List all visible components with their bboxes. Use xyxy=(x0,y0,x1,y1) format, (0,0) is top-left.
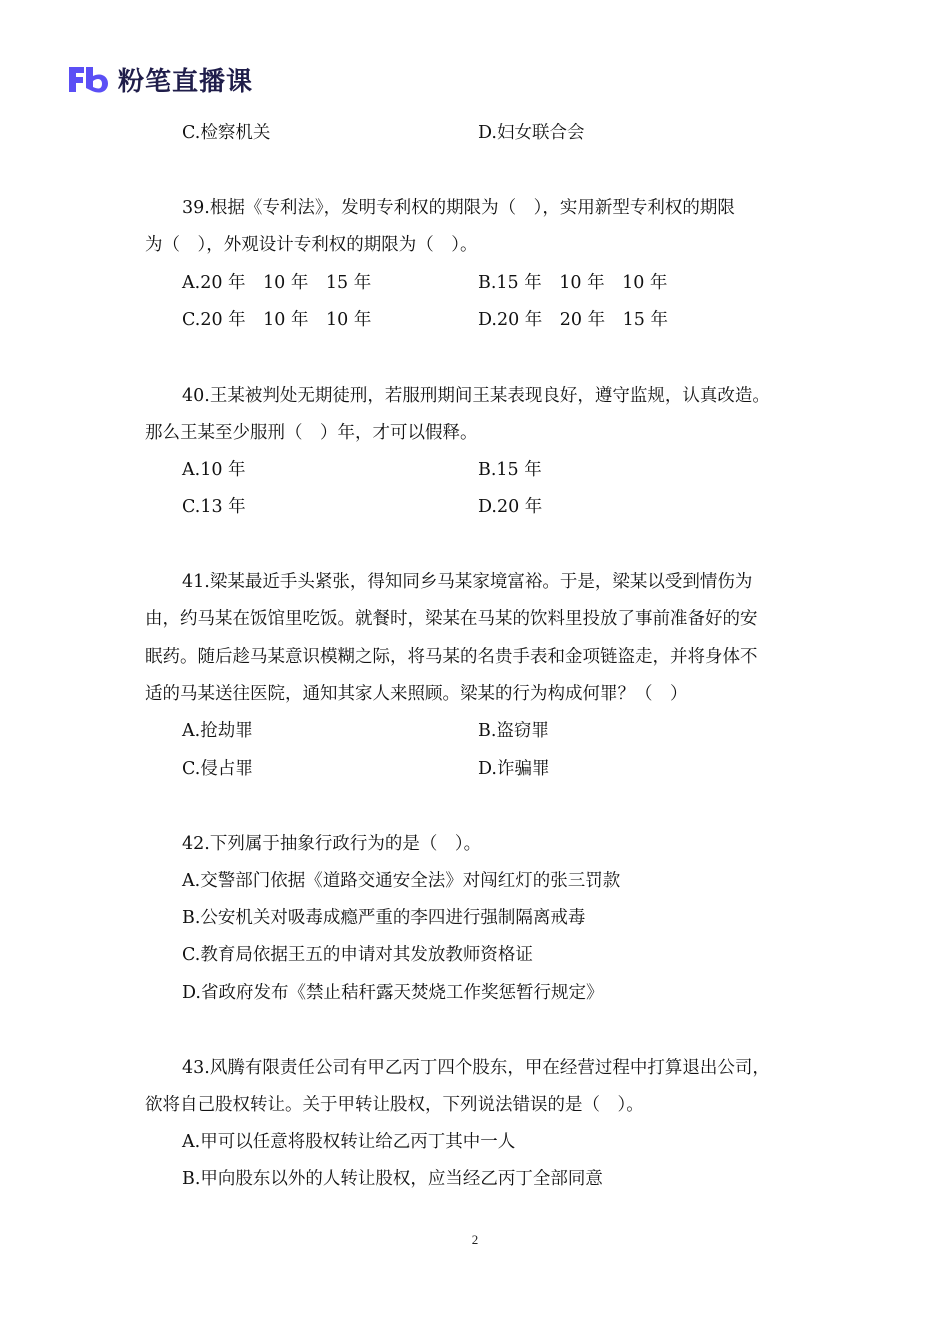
q40-option-b: B.15 年 xyxy=(478,460,542,480)
q41-stem-line-2: 由，约马某在饭馆里吃饭。就餐时，梁某在马某的饮料里投放了事前准备好的安 xyxy=(145,609,758,629)
q42-option-b: B.公安机关对吸毒成瘾严重的李四进行强制隔离戒毒 xyxy=(182,908,586,928)
q43-option-b: B.甲向股东以外的人转让股权，应当经乙丙丁全部同意 xyxy=(182,1169,603,1189)
q39-stem-line-2: 为（ ），外观设计专利权的期限为（ ）。 xyxy=(145,235,478,255)
fb-logo-icon xyxy=(66,63,110,95)
q41-stem-line-3: 眠药。随后趁马某意识模糊之际，将马某的名贵手表和金项链盗走，并将身体不 xyxy=(145,647,758,667)
q42-option-a: A.交警部门依据《道路交通安全法》对闯红灯的张三罚款 xyxy=(182,871,621,891)
q41-stem-line-1: 41.梁某最近手头紧张，得知同乡马某家境富裕。于是，梁某以受到情伤为 xyxy=(182,572,753,592)
q43-stem-line-2: 欲将自己股权转让。关于甲转让股权，下列说法错误的是（ ）。 xyxy=(145,1095,644,1115)
q42-option-d: D.省政府发布《禁止秸秆露天焚烧工作奖惩暂行规定》 xyxy=(182,983,604,1003)
logo-text: 粉笔直播课 xyxy=(118,66,254,97)
q39-option-d: D.20 年 20 年 15 年 xyxy=(478,310,668,330)
q39-option-b: B.15 年 10 年 10 年 xyxy=(478,273,668,293)
q42-option-c: C.教育局依据王五的申请对其发放教师资格证 xyxy=(182,945,533,965)
page-number: 2 xyxy=(471,1232,479,1247)
q43-option-a: A.甲可以任意将股权转让给乙丙丁其中一人 xyxy=(182,1132,516,1152)
q41-option-a: A.抢劫罪 xyxy=(182,721,253,741)
q40-option-c: C.13 年 xyxy=(182,497,246,517)
q39-option-a: A.20 年 10 年 15 年 xyxy=(182,273,372,293)
q38-option-d: D.妇女联合会 xyxy=(478,123,585,143)
q40-stem-line-2: 那么王某至少服刑（ ）年，才可以假释。 xyxy=(145,423,478,443)
q41-option-d: D.诈骗罪 xyxy=(478,759,550,779)
q41-option-b: B.盗窃罪 xyxy=(478,721,549,741)
q41-option-c: C.侵占罪 xyxy=(182,759,253,779)
brand-logo xyxy=(66,62,253,96)
q38-option-c: C.检察机关 xyxy=(182,123,271,143)
q41-stem-line-4: 适的马某送往医院，通知其家人来照顾。梁某的行为构成何罪？（ ） xyxy=(145,684,688,704)
q39-option-c: C.20 年 10 年 10 年 xyxy=(182,310,372,330)
q43-stem-line-1: 43.风腾有限责任公司有甲乙丙丁四个股东，甲在经营过程中打算退出公司， xyxy=(182,1058,770,1078)
q39-stem-line-1: 39.根据《专利法》，发明专利权的期限为（ ），实用新型专利权的期限 xyxy=(182,198,735,218)
q40-stem-line-1: 40.王某被判处无期徒刑，若服刑期间王某表现良好，遵守监规，认真改造。 xyxy=(182,386,770,406)
q40-option-d: D.20 年 xyxy=(478,497,543,517)
q42-stem-line-1: 42.下列属于抽象行政行为的是（ ）。 xyxy=(182,834,482,854)
q40-option-a: A.10 年 xyxy=(182,460,246,480)
